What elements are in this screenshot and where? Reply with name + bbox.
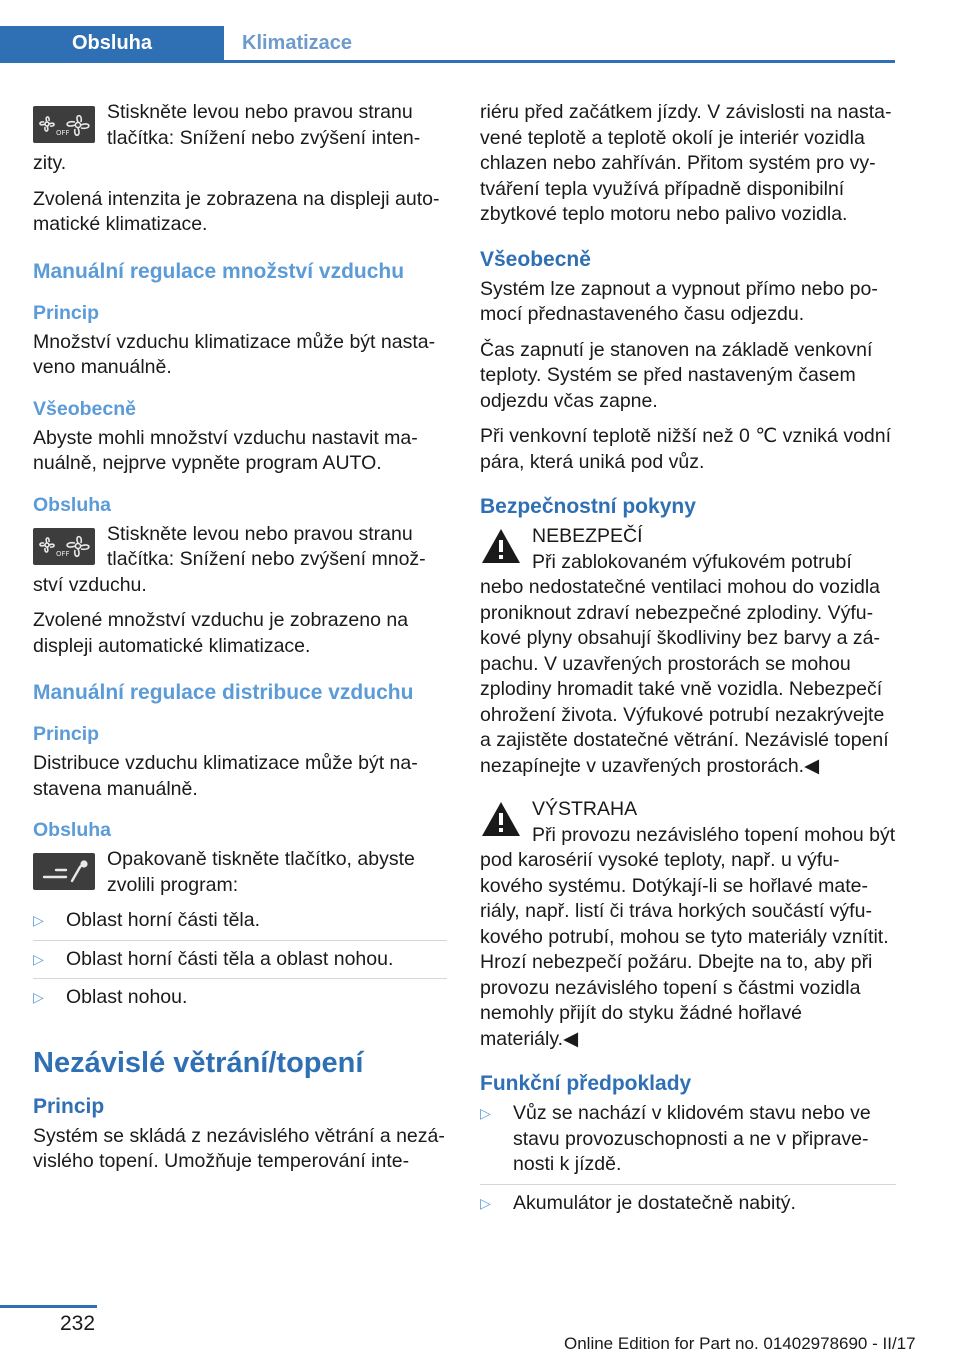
list-item: ▷ Akumulátor je dostatečně nabitý. [480,1191,896,1223]
triangle-bullet-icon: ▷ [33,989,44,1005]
list-item: ▷ Oblast nohou. [33,985,447,1017]
list-item: ▷ Oblast horní části těla a oblast nohou. [33,947,447,980]
fan-buttons-icon [33,528,95,565]
list-item: ▷ Oblast horní části těla. [33,908,447,941]
paragraph: Zvolené množství vzduchu je zobrazeno na displeji automatické klimatizace. [33,609,409,657]
paragraph: Množství vzduchu klimatizace může být nasta- veno manuálně. [33,330,436,378]
subheading: Obsluha [33,493,112,516]
paragraph: Při venkovní teplotě nižší než 0 ℃ vzniká vodní pára, která uniká pod vůz. [480,425,892,473]
section-heading: Bezpečnostní pokyny [480,495,696,518]
program-list [33,908,447,1017]
triangle-bullet-icon: ▷ [480,1194,491,1211]
warning-text: Při zablokovaném výfukovém potrubí nebo nedostatečné ventilaci mohou do vozidla proniknout zdraví nebezpečné zplodiny. Výfu- kové plyny obsahují škodliviny bez barvy a zá- pachu. V uzavřených prostorách se mohou zplodiny hromadit také vně vozidla. Nebezpečí ohrožení života. Výfukové potrubí nezakrývejte a zajistěte dostatečné větrání. Nezávislé topení nezapínejte v uzavřených prostorách.◀ [480,550,889,777]
warning-title: VÝSTRAHA [532,798,638,820]
chapter-heading: Nezávislé větrání/topení [33,1046,364,1079]
subheading: Princip [33,723,100,745]
svg-text:OFF: OFF [56,128,70,137]
paragraph: Systém se skládá z nezávislého větrání a nezá- vislého topení. Umožňuje temperování inte- [33,1124,445,1172]
paragraph: Distribuce vzduchu klimatizace může být na- stavena manuálně. [33,752,418,800]
list-item: ▷ Vůz se nachází v klidovém stavu nebo ve stavu provozuschopnosti a ne v připrave- nosti k jízdě. [480,1101,896,1185]
page-number: 232 [60,1312,96,1335]
subheading: Všeobecně [33,397,136,420]
requirements-list [480,1101,896,1222]
subheading: Obsluha [33,819,112,841]
right-column [480,100,896,1228]
page-header [0,0,895,62]
paragraph: Abyste mohli množství vzduchu nastavit ma- nuálně, nejprve vypněte program AUTO. [33,426,418,474]
fan-buttons-icon [33,106,95,143]
warning-text: Při provozu nezávislého topení mohou být pod karosérií vysoké teploty, např. u výfu- kového systému. Dotýkají-li se hořlavé mate- riály, např. listí či tráva horkých součástí výfu- kového potrubí, mohou se tyto materiály vznítit. Hrozí nebezpečí požáru. Dbejte na to, aby při provozu nezávislého topení s částmi vozidla nemohly přijít do styku žádné hořlavé materiály.◀ [480,823,896,1050]
subheading: Princip [33,1094,105,1118]
triangle-bullet-icon: ▷ [33,950,44,967]
edition-note: Online Edition for Part no. 01402978690 - II/17 [564,1334,916,1353]
paragraph: Zvolená intenzita je zobrazena na displeji auto- matické klimatizace. [33,187,440,235]
warning-title: NEBEZPEČÍ [532,525,643,547]
triangle-bullet-icon: ▷ [480,1105,491,1121]
svg-text:OFF: OFF [56,550,70,558]
subheading: Všeobecně [480,247,591,271]
paragraph: Opakovaně tiskněte tlačítko, abyste zvolili program: [107,848,415,896]
paragraph: Stiskněte levou nebo pravou stranu tlačítka: Snížení nebo zvýšení inten- zity. [33,101,421,174]
subheading: Princip [33,301,100,324]
warning-triangle-icon [480,799,522,839]
warning-triangle-icon [480,526,522,566]
paragraph: riéru před začátkem jízdy. V závislosti na nasta- vené teplotě a teplotě okolí je interiér vozidla chlazen nebo zahříván. Přitom systém pro vy- tváření tepla využívá případně disponibilní zbytkové teplo motoru nebo palivo vozidla. [480,101,892,225]
air-distribution-icon [33,853,95,890]
tab-klimatizace[interactable]: Klimatizace [242,32,353,54]
left-column [33,100,447,1185]
footer-divider [0,1305,97,1308]
tab-obsluha[interactable]: Obsluha [0,26,224,60]
paragraph: Stiskněte levou nebo pravou stranu tlačítka: Snížení nebo zvýšení množ- ství vzduchu. [33,522,426,596]
triangle-bullet-icon: ▷ [33,912,44,928]
section-heading: Manuální regulace množství vzduchu [33,259,405,283]
section-heading: Manuální regulace distribuce vzduchu [33,681,414,704]
paragraph: Čas zapnutí je stanoven na základě venkovní teploty. Systém se před nastaveným časem odjezdu včas zapne. [480,338,873,412]
paragraph: Systém lze zapnout a vypnout přímo nebo po- mocí přednastaveného času odjezdu. [480,277,878,325]
header-divider [0,60,895,63]
section-heading: Funkční předpoklady [480,1072,692,1095]
